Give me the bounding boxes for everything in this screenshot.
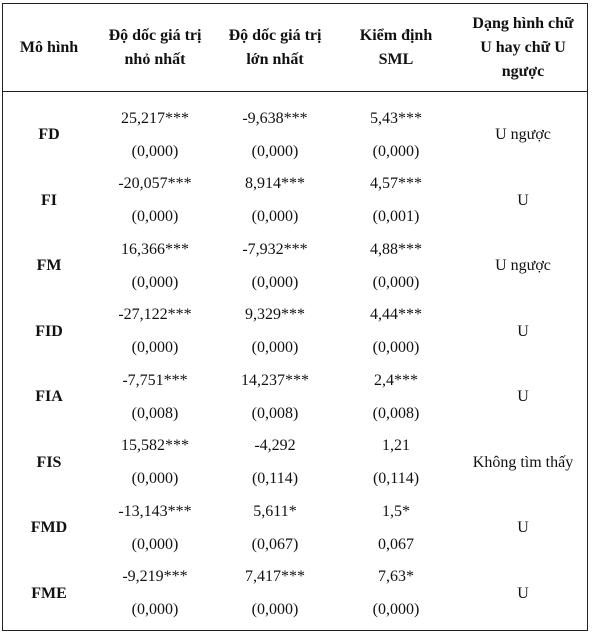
pvalue-sml: 0,067 [378,535,414,553]
model-name: FMD [30,519,68,536]
coef-sml: 4,44*** [370,306,422,323]
coef-min: -9,219*** [122,568,188,585]
pvalue-min: (0,000) [131,208,179,225]
shape-result: U [517,519,529,536]
header-shape-line3: ngược [501,62,545,80]
coef-sml: 1,21 [382,437,410,454]
header-model [3,4,95,91]
table-row [3,495,587,561]
pvalue-sml: (0,008) [372,404,420,422]
shape-result: U ngược [495,126,551,143]
coef-sml: 5,43*** [370,109,422,127]
pvalue-sml: (0,000) [372,601,420,618]
coef-max: 7,417*** [245,568,305,585]
header-max-slope [215,4,335,91]
header-divider [3,91,587,92]
pvalue-max: (0,000) [251,339,299,356]
table-row [3,364,587,430]
header-model-text: Mô hình [19,38,79,56]
header-min-slope [95,4,215,91]
model-name: FIS [36,453,62,471]
coef-max: 5,611* [253,502,297,520]
header-min-slope-line2: nhỏ nhất [124,50,186,68]
model-name: FIA [35,388,63,405]
model-name: FI [41,191,57,209]
pvalue-min: (0,008) [131,404,179,422]
shape-result: Không tìm thấy [472,453,574,471]
coef-sml: 7,63* [378,568,414,585]
coef-sml: 2,4*** [374,371,418,389]
coef-sml: 4,88*** [370,240,422,258]
coef-sml: 1,5* [382,502,410,520]
coef-min: 15,582*** [121,437,189,454]
coef-min: -7,751*** [122,371,188,389]
header-sml-line2: SML [378,50,414,68]
coef-max: 9,329*** [245,306,305,323]
coef-min: 25,217*** [121,109,189,127]
shape-result: U [517,584,529,602]
header-shape-line2: U hay chữ U [480,38,566,56]
shape-result: U [517,388,529,405]
pvalue-sml: (0,000) [372,142,420,160]
coef-min: -20,057*** [118,175,192,192]
coef-min: -27,122*** [118,306,192,323]
coef-max: -9,638*** [242,109,308,127]
table-row [3,102,587,168]
coef-max: -4,292 [254,437,296,454]
coef-sml: 4,57*** [370,175,422,192]
pvalue-min: (0,000) [131,535,179,553]
pvalue-max: (0,000) [251,142,299,160]
coef-max: -7,932*** [242,240,308,258]
table-row [3,561,587,627]
model-name: FID [35,322,63,340]
table-row [3,430,587,496]
table-row [3,299,587,365]
pvalue-max: (0,000) [251,273,299,291]
coef-max: 8,914*** [245,175,305,192]
header-sml-test [335,4,457,91]
pvalue-min: (0,000) [131,273,179,291]
pvalue-min: (0,000) [131,339,179,356]
header-max-slope-line1: Độ dốc giá trị [228,26,322,44]
shape-result: U [517,322,529,340]
table-row [3,233,587,299]
results-table [2,3,588,631]
pvalue-min: (0,000) [131,142,179,160]
pvalue-min: (0,000) [131,470,179,487]
model-name: FD [38,126,60,143]
pvalue-max: (0,008) [251,404,299,422]
model-name: FME [31,584,67,602]
pvalue-min: (0,000) [131,601,179,618]
coef-min: -13,143*** [118,502,192,520]
pvalue-max: (0,000) [251,208,299,225]
coef-min: 16,366*** [121,240,189,258]
header-shape [457,4,589,91]
pvalue-sml: (0,000) [372,273,420,291]
pvalue-max: (0,114) [251,470,299,487]
pvalue-max: (0,067) [251,535,299,553]
pvalue-max: (0,000) [251,601,299,618]
pvalue-sml: (0,001) [372,208,420,225]
pvalue-sml: (0,000) [372,339,420,356]
shape-result: U [517,191,529,209]
header-max-slope-line2: lớn nhất [246,50,304,68]
header-shape-line1: Dạng hình chữ [472,14,574,32]
table-row [3,168,587,234]
coef-max: 14,237*** [241,371,309,389]
header-sml-line1: Kiểm định [359,26,433,44]
shape-result: U ngược [495,257,551,274]
header-min-slope-line1: Độ dốc giá trị [108,26,202,44]
model-name: FM [36,257,62,274]
pvalue-sml: (0,114) [372,470,420,487]
